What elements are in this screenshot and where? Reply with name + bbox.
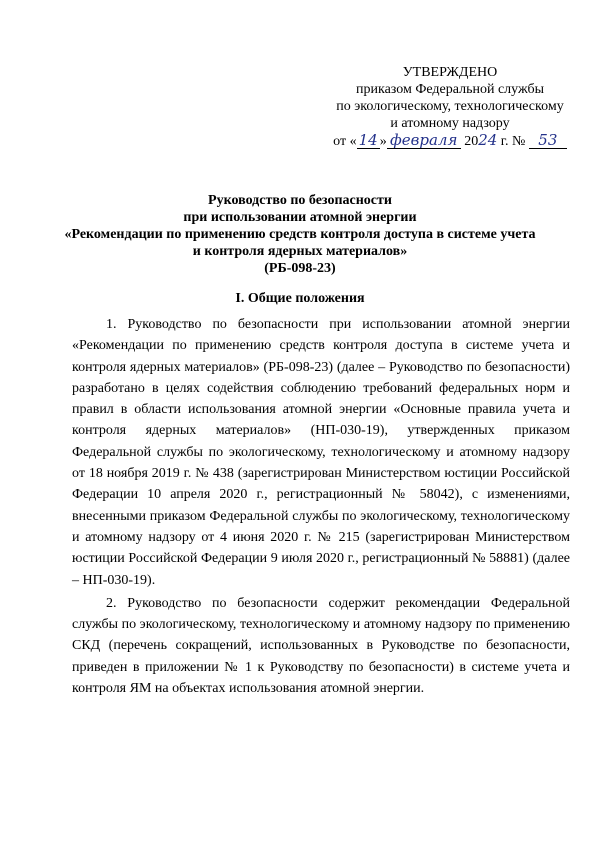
title-line-4: и контроля ядерных материалов» <box>192 244 408 259</box>
year-prefix: 20 <box>460 134 479 149</box>
handwritten-year: 24 <box>478 131 498 149</box>
title-line-3: «Рекомендации по применению средств контроля доступа в системе учета <box>64 227 536 242</box>
document-title <box>60 192 540 277</box>
approval-date-line <box>330 132 570 150</box>
approval-block <box>330 64 570 150</box>
handwritten-month: февраля <box>387 133 461 149</box>
quote-close: » <box>379 134 387 149</box>
number-prefix: г. № <box>497 134 529 149</box>
approval-line-agency: по экологическому, технологическому <box>336 99 564 114</box>
title-code: (РБ-098-23) <box>264 261 336 276</box>
date-prefix: от « <box>333 134 357 149</box>
paragraph-1: 1. Руководство по безопасности при использовании атомной энергии «Рекомендации по применению средств контроля доступа в системе учета и контроля ядерных материалов» (РБ-098-23) (далее – Руководство по безопасности) разработано в целях содействия соблюдению требований федеральных норм и правил в области использования атомной энергии «Основные правила учета и контроля ядерных материалов» (НП-030-19), утвержденных приказом Федеральной службы по экологическому, технологическому и атомному надзору от 18 ноября 2019 г. № 438 (зарегистрирован Министерством юстиции Российской Федерации 10 апреля 2020 г., регистрационный № 58042), с изменениями, внесенными приказом Федеральной службы по экологическому, технологическому и атомному надзору от 4 июня 2020 г. № 215 (зарегистрирован Министерством юстиции Российской Федерации 9 июля 2020 г., регистрационный № 58881) (далее – НП-030-19). <box>72 317 570 588</box>
section-heading: I. Общие положения <box>235 291 365 306</box>
approval-line-order: приказом Федеральной службы <box>356 82 544 97</box>
approval-line-oversight: и атомному надзору <box>390 116 510 131</box>
paragraph-2: 2. Руководство по безопасности содержит рекомендации Федеральной службы по экологическому, технологическому и атомному надзору по применению СКД (перечень сокращений, использованных в Руководстве по безопасности, приведен в приложении № 1 к Руководству по безопасности) в системе учета и контроля ЯМ на объектах использования атомной энергии. <box>72 595 570 697</box>
handwritten-number: 53 <box>529 133 567 149</box>
title-line-2: при использовании атомной энергии <box>183 210 417 225</box>
title-line-1: Руководство по безопасности <box>208 193 392 208</box>
approval-heading: УТВЕРЖДЕНО <box>402 65 498 80</box>
document-body <box>72 314 570 699</box>
handwritten-day: 14 <box>358 131 378 149</box>
